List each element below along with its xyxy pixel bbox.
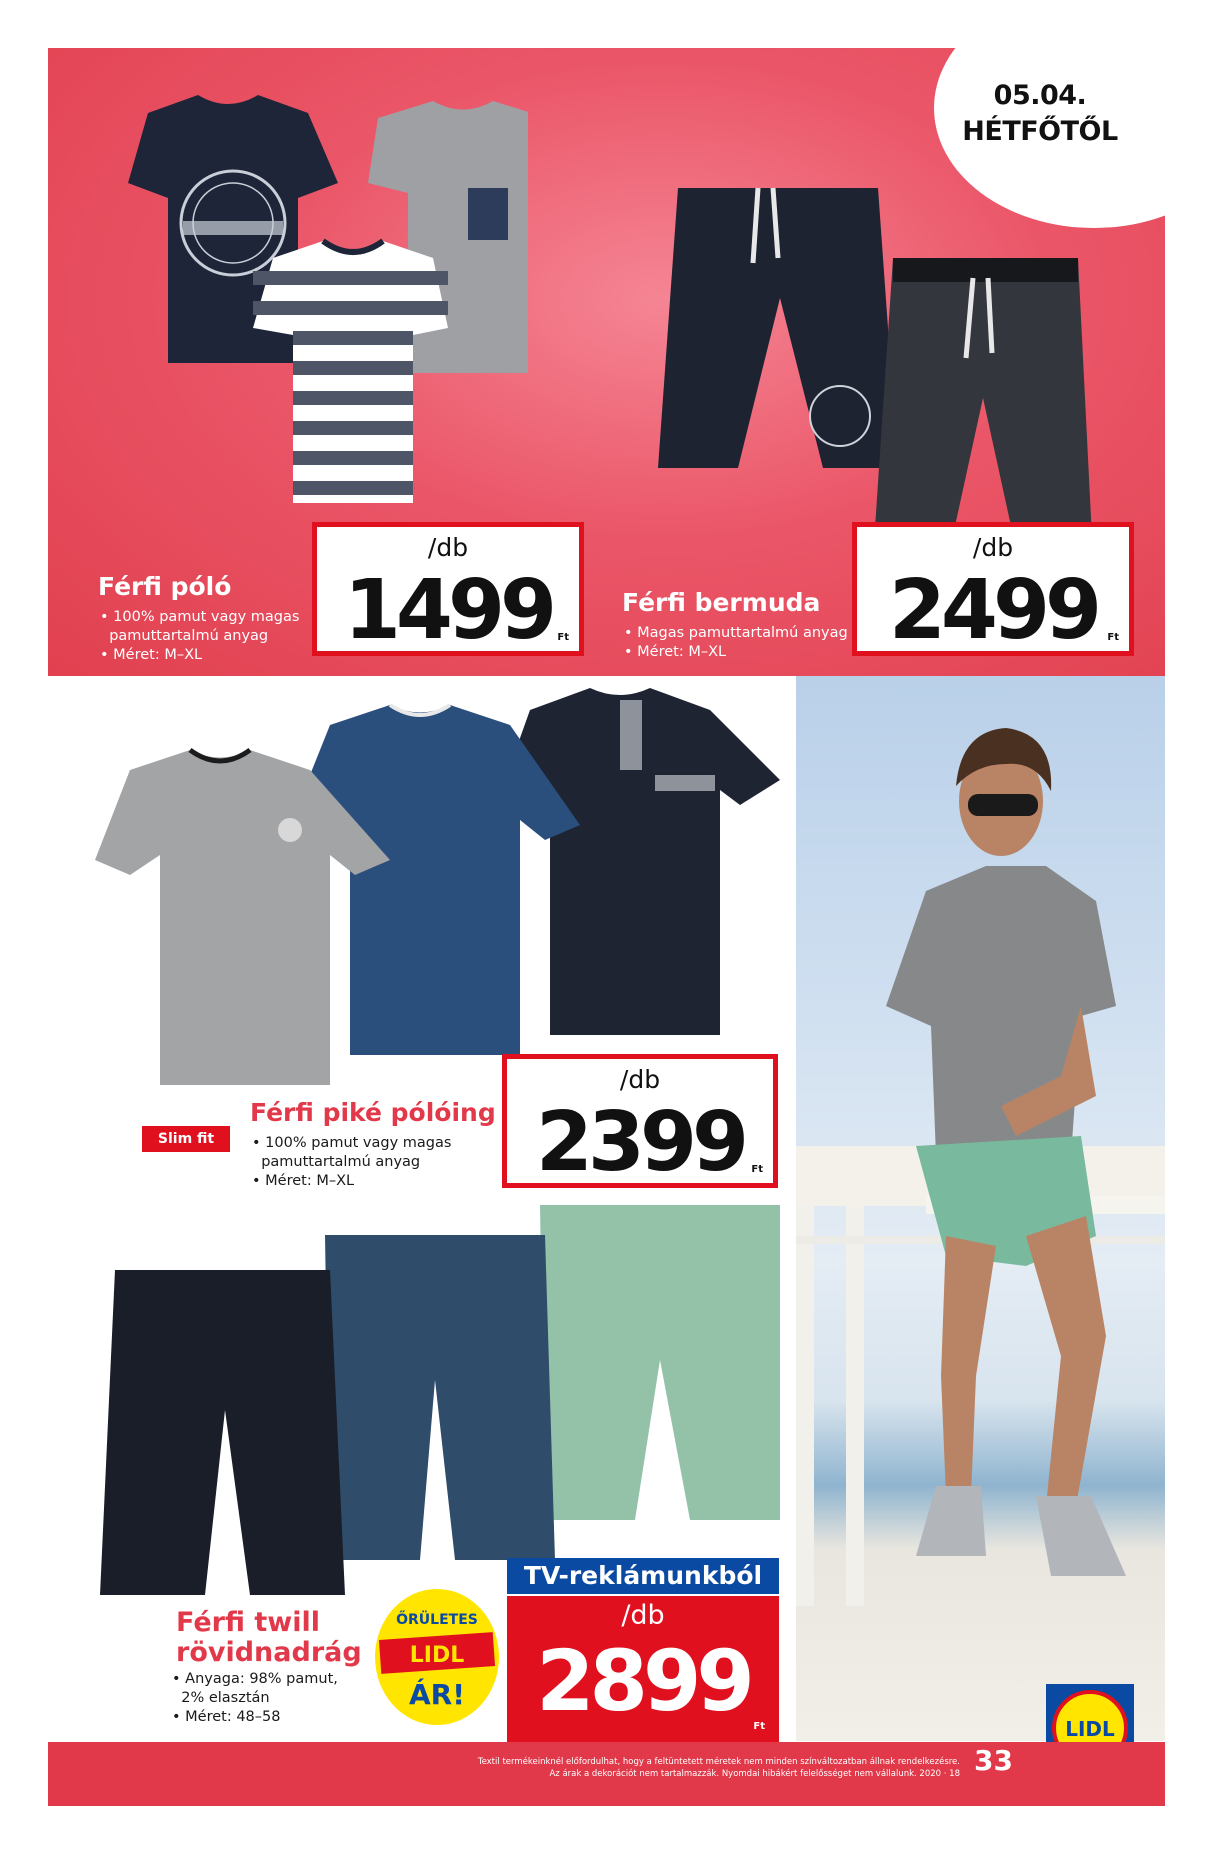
date-label xyxy=(940,78,1140,150)
tshirt-bullet: • Méret: M–XL xyxy=(100,647,203,663)
twill-price: 2899 xyxy=(536,1632,750,1730)
tshirt-bullets xyxy=(100,608,299,665)
twill-shorts-image xyxy=(90,1200,790,1605)
twill-currency: Ft xyxy=(753,1721,765,1732)
twill-bullet: • Anyaga: 98% pamut, xyxy=(172,1671,338,1687)
bermuda-price: 2499 xyxy=(888,563,1098,658)
polo-currency: Ft xyxy=(751,1164,763,1175)
twill-bullets xyxy=(172,1670,338,1727)
footer-line: Textil termékeinknél előfordulhat, hogy a feltüntetett méretek nem minden színváltozatban állnak rendelkezésre. xyxy=(477,1757,960,1767)
lidl-logo-text: LIDL xyxy=(1065,1717,1115,1741)
model-illustration xyxy=(796,676,1165,1741)
bermuda-bullet: • Méret: M–XL xyxy=(624,644,727,660)
tshirts-image xyxy=(88,73,528,503)
tshirt-price-unit: /db xyxy=(427,533,469,562)
tshirt-bullet: • 100% pamut vagy magas xyxy=(100,609,300,625)
crazy-badge-logo: LIDL xyxy=(409,1643,465,1668)
polo-price-box xyxy=(502,1054,778,1188)
twill-bullet: • Méret: 48–58 xyxy=(172,1709,281,1725)
tv-advert-label: TV-reklámunkból xyxy=(507,1558,779,1594)
polo-bullet: pamuttartalmú anyag xyxy=(252,1154,421,1170)
bermuda-price-box xyxy=(852,522,1134,656)
date-line-1: 05.04. xyxy=(993,80,1087,111)
polo-price-unit: /db xyxy=(619,1065,661,1094)
bermuda-image xyxy=(648,168,1118,568)
crazy-price-badge xyxy=(370,1584,504,1730)
model-photo xyxy=(796,676,1165,1741)
twill-price-box xyxy=(507,1596,779,1744)
slim-fit-badge: Slim fit xyxy=(142,1126,230,1152)
crazy-badge-top: ŐRÜLETES xyxy=(396,1612,478,1628)
polo-bullets xyxy=(252,1134,451,1191)
bermuda-currency: Ft xyxy=(1107,632,1119,643)
tshirt-price-box xyxy=(312,522,584,656)
twill-title-line: Férfi twill xyxy=(176,1607,321,1638)
bermuda-price-unit: /db xyxy=(972,533,1014,562)
footer-disclaimer xyxy=(300,1756,960,1780)
polo-shirts-image xyxy=(90,680,790,1090)
tshirt-price: 1499 xyxy=(343,563,553,658)
polo-bullet: • 100% pamut vagy magas xyxy=(252,1135,452,1151)
tshirt-title: Férfi póló xyxy=(98,572,232,601)
bermuda-title: Férfi bermuda xyxy=(622,588,821,617)
tshirt-bullet: pamuttartalmú anyag xyxy=(100,628,269,644)
twill-title-line: rövidnadrág xyxy=(176,1637,362,1668)
footer-line: Az árak a dekorációt nem tartalmazzák. Nyomdai hibákért felelősséget nem vállalunk. 2020 · 18 xyxy=(549,1769,960,1779)
date-line-2: HÉTFŐTŐL xyxy=(962,116,1118,147)
twill-title xyxy=(176,1608,362,1668)
polo-bullet: • Méret: M–XL xyxy=(252,1173,355,1189)
bermuda-bullet: • Magas pamuttartalmú anyag xyxy=(624,625,848,641)
bermuda-bullets xyxy=(624,624,848,662)
twill-price-unit: /db xyxy=(621,1600,665,1631)
twill-bullet: 2% elasztán xyxy=(172,1690,270,1706)
polo-price: 2399 xyxy=(535,1095,745,1190)
tshirt-currency: Ft xyxy=(557,632,569,643)
page-number: 33 xyxy=(974,1744,1013,1777)
crazy-badge-bottom: ÁR! xyxy=(409,1678,465,1711)
polo-title: Férfi piké pólóing xyxy=(250,1098,496,1127)
